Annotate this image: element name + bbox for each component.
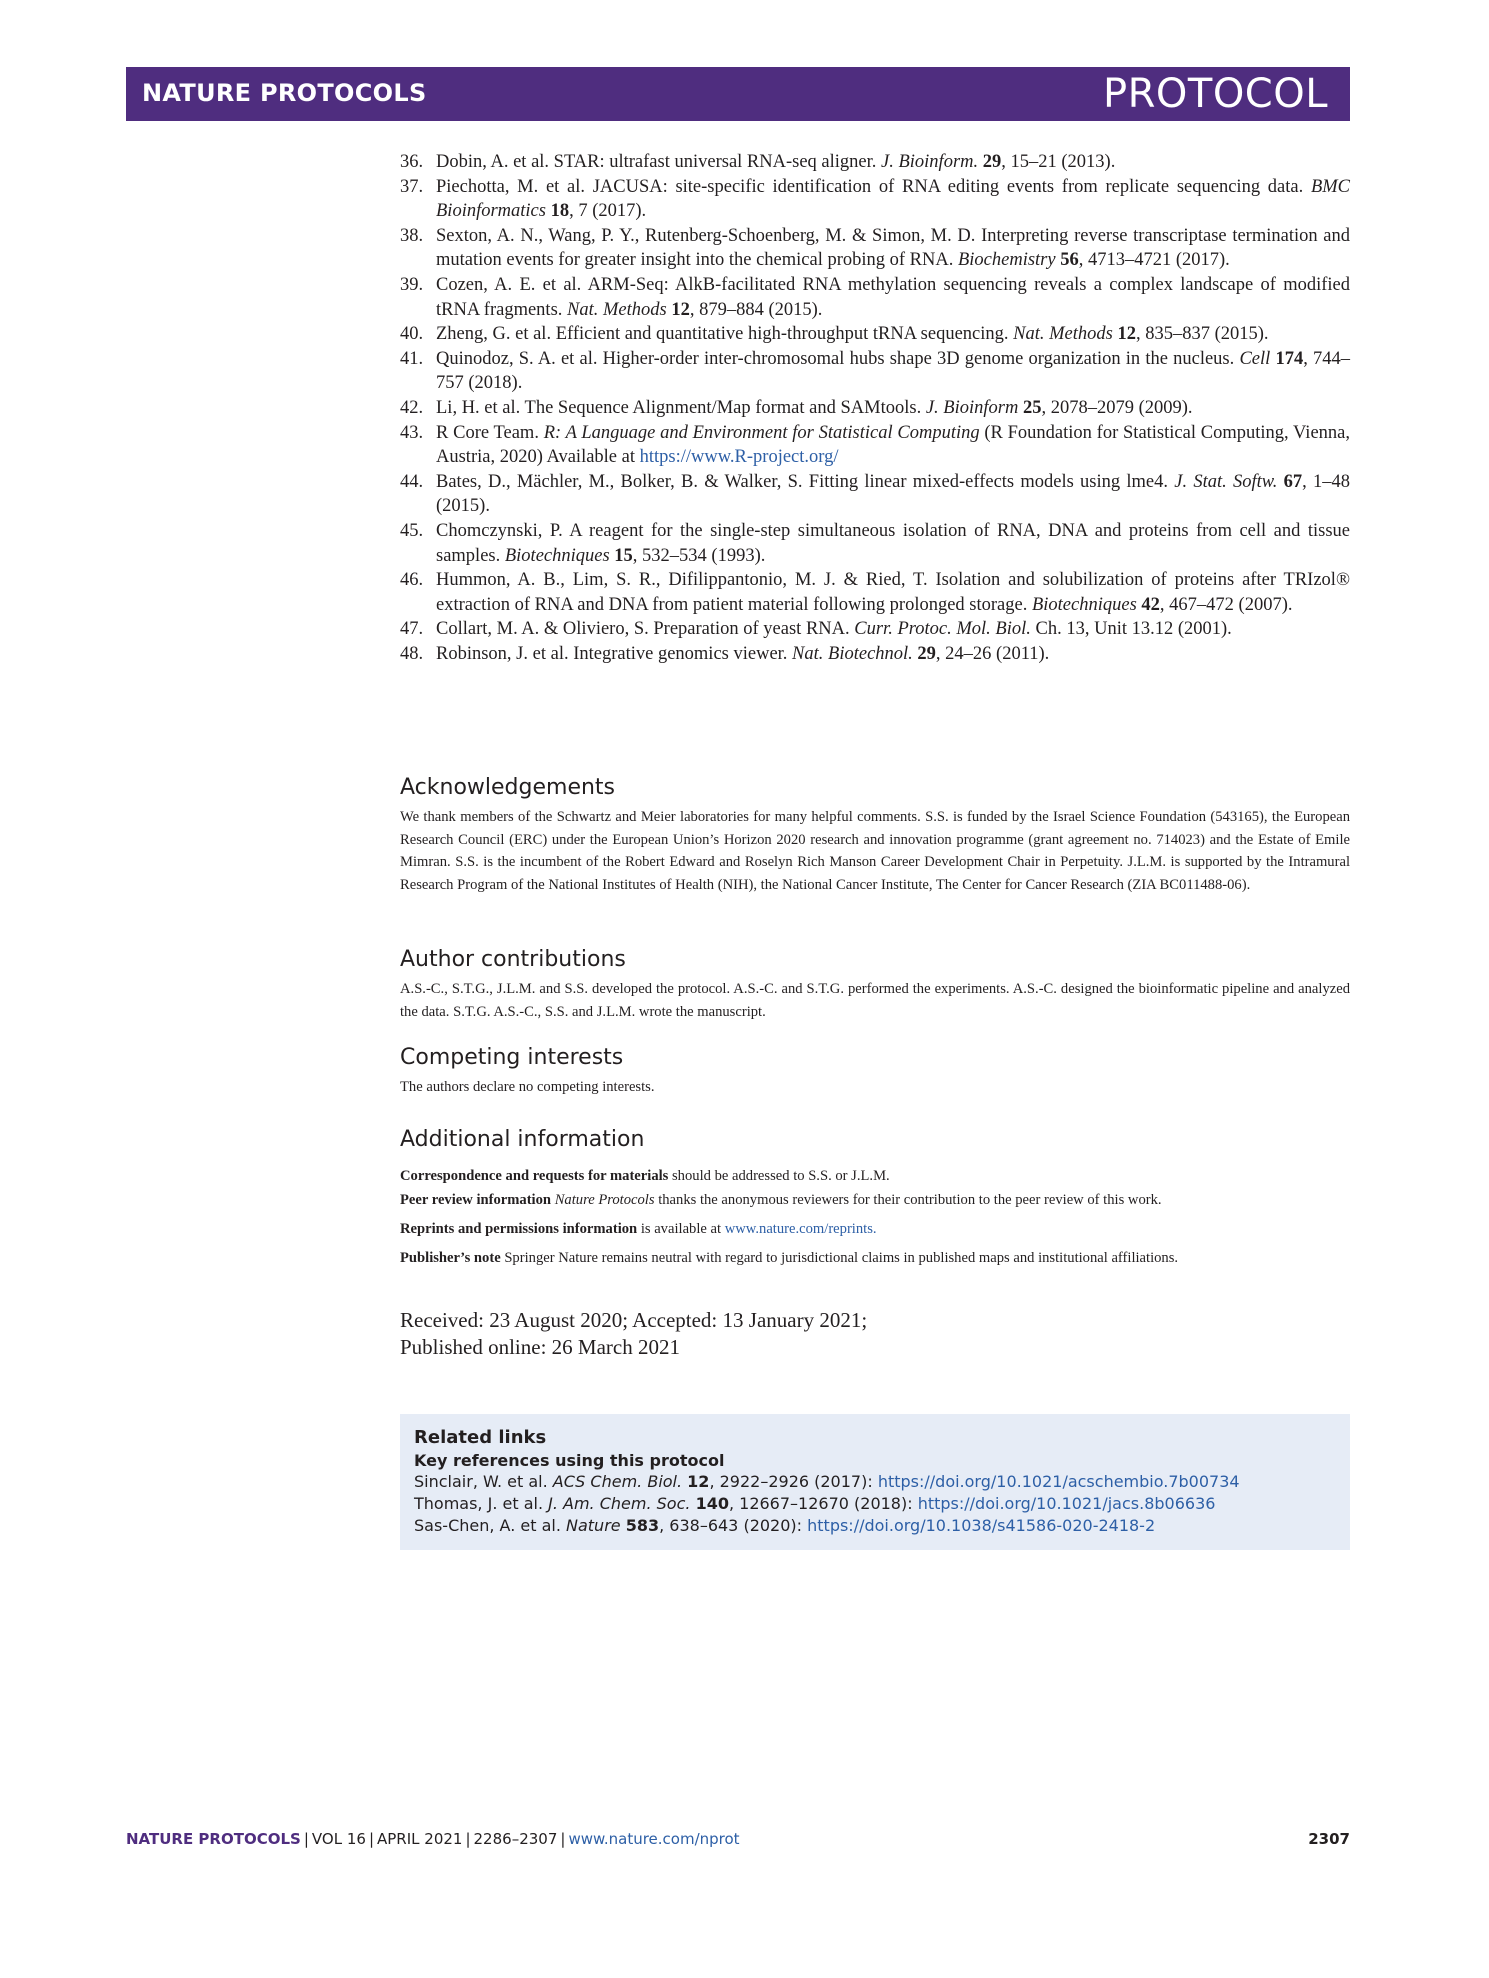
reference-volume: 12 — [671, 299, 690, 320]
reference-text: Piechotta, M. et al. JACUSA: site-specific identification of RNA editing events from replicate sequencing data. — [436, 176, 1311, 197]
reference-volume: 42 — [1141, 594, 1160, 615]
acknowledgements-section — [400, 774, 1350, 896]
reference-item — [400, 273, 1350, 322]
reference-number: 43. — [400, 422, 424, 443]
received-accepted-dates: Received: 23 August 2020; Accepted: 13 January 2021; — [400, 1308, 868, 1332]
footer-url-link[interactable]: www.nature.com/nprot — [568, 1830, 740, 1848]
related-link-author: Sinclair, W. et al. — [414, 1472, 553, 1491]
related-link-url[interactable]: https://doi.org/10.1021/acschembio.7b00734 — [877, 1472, 1240, 1491]
reference-journal: Biotechniques — [504, 545, 610, 566]
reference-number: 39. — [400, 274, 424, 295]
correspondence-text: should be addressed to S.S. or J.L.M. — [668, 1168, 890, 1184]
related-link-volume: 12 — [687, 1472, 710, 1491]
author-contributions-text: A.S.-C., S.T.G., J.L.M. and S.S. developed the protocol. A.S.-C. and S.T.G. performed the experiments. A.S.-C. designed the bioinformatic pipeline and analyzed the data. S.T.G. A.S.-C., S.S. and J.L.M. wrote the manuscript. — [400, 981, 1350, 1020]
reference-item — [400, 347, 1350, 396]
reference-volume: 174 — [1275, 348, 1304, 369]
related-links-title: Related links — [414, 1427, 547, 1448]
reference-list — [400, 150, 1350, 666]
reference-text: , 532–534 (1993). — [632, 545, 766, 566]
reference-text: Collart, M. A. & Oliviero, S. Preparation of yeast RNA. — [436, 619, 855, 640]
additional-information-section — [400, 1126, 1350, 1268]
reprints-text: is available at — [637, 1221, 725, 1237]
publisher-note-line — [400, 1248, 1350, 1268]
footer-pages: 2286–2307 — [473, 1830, 558, 1848]
page-number: 2307 — [1308, 1830, 1350, 1848]
related-link-volume: 140 — [695, 1494, 729, 1513]
publisher-note-label: Publisher’s note — [400, 1250, 501, 1266]
related-link-journal: J. Am. Chem. Soc. — [548, 1494, 691, 1513]
reference-number: 42. — [400, 397, 424, 418]
reference-text: Zheng, G. et al. Efficient and quantitative high-throughput tRNA sequencing. — [436, 324, 1014, 345]
reference-volume: 15 — [614, 545, 633, 566]
reference-journal: R: A Language and Environment for Statistical Computing — [543, 422, 980, 443]
reference-text: Bates, D., Mächler, M., Bolker, B. & Walker, S. Fitting linear mixed-effects models using lme4. — [436, 471, 1175, 492]
author-contributions-heading: Author contributions — [400, 947, 626, 972]
reference-journal: BMC Bioinformatics — [436, 176, 1350, 222]
reference-journal: Nat. Methods — [1013, 324, 1113, 345]
reference-item — [400, 642, 1350, 667]
reference-number: 47. — [400, 619, 424, 640]
reference-item — [400, 568, 1350, 617]
reference-text: , 15–21 (2013). — [1001, 152, 1116, 172]
reference-number: 45. — [400, 520, 424, 541]
reference-text: Sexton, A. N., Wang, P. Y., Rutenberg-Schoenberg, M. & Simon, M. D. Interpreting reverse transcriptase termination and mutation events for greater insight into the chemical probing of RNA. — [436, 225, 1350, 271]
reference-text: , 467–472 (2007). — [1159, 594, 1293, 615]
footer-volume: VOL 16 — [311, 1830, 366, 1848]
journal-name: NATURE PROTOCOLS — [142, 79, 427, 107]
reference-volume: 25 — [1022, 397, 1042, 418]
article-type: PROTOCOL — [1102, 71, 1328, 117]
related-link-item — [414, 1471, 1336, 1493]
reference-journal: Biotechniques — [1031, 594, 1137, 615]
reference-text: (R Foundation for Statistical Computing, Vienna, Austria, 2020) Available at — [436, 422, 1350, 468]
reference-number: 48. — [400, 643, 424, 664]
publisher-note-text: Springer Nature remains neutral with regard to jurisdictional claims in published maps and institutional affiliations. — [500, 1250, 1179, 1266]
reprints-label: Reprints and permissions information — [400, 1221, 638, 1237]
reference-text: , 7 (2017). — [569, 201, 647, 222]
reference-number: 46. — [400, 570, 424, 591]
reference-text: Li, H. et al. The Sequence Alignment/Map format and SAMtools. — [436, 397, 926, 418]
reference-item — [400, 224, 1350, 273]
acknowledgements-text: We thank members of the Schwartz and Meier laboratories for many helpful comments. S.S. is funded by the Israel Science Foundation (543165), the European Research Council (ERC) under the European Union’s Horizon 2020 research and innovation programme (grant agreement no. 714023) and the Estate of Emile Mimran. S.S. is the incumbent of the Robert Edward and Roselyn Rich Manson Career Development Chair in Perpetuity. J.L.M. is supported by the Intramural Research Program of the National Institutes of Health (NIH), the National Cancer Institute, The Center for Cancer Research (ZIA BC011488-06). — [400, 809, 1350, 893]
related-link-journal: ACS Chem. Biol. — [552, 1472, 683, 1491]
reference-text: , 2078–2079 (2009). — [1041, 397, 1193, 418]
journal-header-bar — [126, 67, 1350, 121]
reference-item — [400, 519, 1350, 568]
reference-text: , 24–26 (2011). — [935, 643, 1050, 664]
reference-journal: Nat. Biotechnol. — [792, 643, 913, 664]
correspondence-line — [400, 1166, 1350, 1186]
related-links-subtitle: Key references using this protocol — [414, 1451, 725, 1470]
footer-date: APRIL 2021 — [377, 1830, 463, 1848]
related-link-url[interactable]: https://doi.org/10.1021/jacs.8b06636 — [917, 1494, 1216, 1513]
related-link-pages: , 2922–2926 (2017): — [709, 1472, 878, 1491]
competing-interests-section — [400, 1044, 1350, 1099]
reference-item — [400, 175, 1350, 224]
acknowledgements-heading: Acknowledgements — [400, 775, 616, 800]
competing-interests-text: The authors declare no competing interests. — [400, 1079, 655, 1095]
footer-journal: NATURE PROTOCOLS — [126, 1830, 301, 1848]
reference-text: Cozen, A. E. et al. ARM-Seq: AlkB-facilitated RNA methylation sequencing reveals a complex landscape of modified tRNA fragments. — [436, 274, 1350, 320]
additional-information-heading: Additional information — [400, 1127, 645, 1152]
reference-journal: Cell — [1239, 348, 1271, 369]
author-contributions-section — [400, 946, 1350, 1023]
reference-text: , 1–48 (2015). — [436, 471, 1350, 517]
peer-review-text: thanks the anonymous reviewers for their contribution to the peer review of this work. — [654, 1192, 1162, 1208]
reference-journal: J. Stat. Softw. — [1174, 471, 1278, 492]
reference-text: , 744–757 (2018). — [436, 348, 1350, 394]
related-link-author: Thomas, J. et al. — [414, 1494, 549, 1513]
reference-item — [400, 150, 1350, 175]
reference-text: Chomczynski, P. A reagent for the single-step simultaneous isolation of RNA, DNA and proteins from cell and tissue samples. — [436, 520, 1350, 566]
reference-item — [400, 396, 1350, 421]
reference-number: 41. — [400, 348, 424, 369]
reference-text: Robinson, J. et al. Integrative genomics viewer. — [436, 643, 793, 664]
reference-journal: J. Bioinform. — [881, 152, 979, 172]
related-link-pages: , 12667–12670 (2018): — [728, 1494, 918, 1513]
reference-number: 37. — [400, 176, 424, 197]
publication-dates — [400, 1307, 867, 1361]
reference-volume: 29 — [982, 152, 1002, 172]
reference-number: 36. — [400, 152, 424, 172]
reference-text: , 879–884 (2015). — [689, 299, 823, 320]
page-footer — [126, 1830, 1350, 1854]
competing-interests-heading: Competing interests — [400, 1045, 624, 1070]
reference-volume: 56 — [1060, 250, 1079, 271]
related-link-url[interactable]: https://doi.org/10.1038/s41586-020-2418-2 — [807, 1516, 1156, 1535]
related-link-pages: , 638–643 (2020): — [659, 1516, 808, 1535]
footer-citation: NATURE PROTOCOLS | VOL 16 | APRIL 2021 | 2286–2307 | www.nature.com/nprot — [126, 1830, 740, 1848]
related-link-volume: 583 — [625, 1516, 660, 1535]
reprints-link[interactable]: www.nature.com/reprints. — [724, 1221, 877, 1237]
related-link-item — [414, 1493, 1336, 1515]
related-links-list — [414, 1471, 1336, 1537]
reference-journal: Biochemistry — [957, 250, 1056, 271]
correspondence-label: Correspondence and requests for materials — [400, 1168, 669, 1184]
reference-item — [400, 322, 1350, 347]
reference-text: Hummon, A. B., Lim, S. R., Difilippantonio, M. J. & Ried, T. Isolation and solubilization of proteins after TRIzol® extraction of RNA and DNA from patient material following prolonged storage. — [436, 570, 1350, 615]
peer-review-journal: Nature Protocols — [554, 1192, 655, 1208]
reprints-line — [400, 1219, 1350, 1239]
reference-journal: Curr. Protoc. Mol. Biol. — [854, 619, 1031, 640]
reference-text: Dobin, A. et al. STAR: ultrafast universal RNA-seq aligner. — [436, 152, 882, 172]
reference-item — [400, 470, 1350, 519]
published-online-date: Published online: 26 March 2021 — [400, 1335, 680, 1359]
reference-text: R Core Team. — [436, 422, 544, 443]
reference-number: 44. — [400, 471, 424, 492]
reference-volume: 29 — [917, 643, 936, 664]
reference-text: Quinodoz, S. A. et al. Higher-order inter-chromosomal hubs shape 3D genome organization in the nucleus. — [436, 348, 1240, 369]
reference-number: 40. — [400, 324, 424, 345]
reference-item — [400, 421, 1350, 470]
reference-url-link[interactable]: https://www.R-project.org/ — [639, 447, 839, 468]
reference-text: Ch. 13, Unit 13.12 (2001). — [1030, 619, 1232, 640]
reference-volume: 67 — [1283, 471, 1303, 492]
reference-text: , 4713–4721 (2017). — [1078, 250, 1230, 271]
related-link-journal: Nature — [566, 1516, 621, 1535]
reference-journal: Nat. Methods — [567, 299, 667, 320]
reference-number: 38. — [400, 225, 424, 246]
reference-volume: 12 — [1117, 324, 1136, 345]
peer-review-line — [400, 1190, 1350, 1210]
reference-journal: J. Bioinform — [925, 397, 1019, 418]
related-link-item — [414, 1515, 1336, 1537]
reference-volume: 18 — [550, 201, 570, 222]
related-link-author: Sas-Chen, A. et al. — [414, 1516, 566, 1535]
peer-review-label: Peer review information — [400, 1192, 552, 1208]
related-links-box — [400, 1414, 1350, 1550]
reference-text: , 835–837 (2015). — [1135, 324, 1269, 345]
reference-item — [400, 617, 1350, 642]
